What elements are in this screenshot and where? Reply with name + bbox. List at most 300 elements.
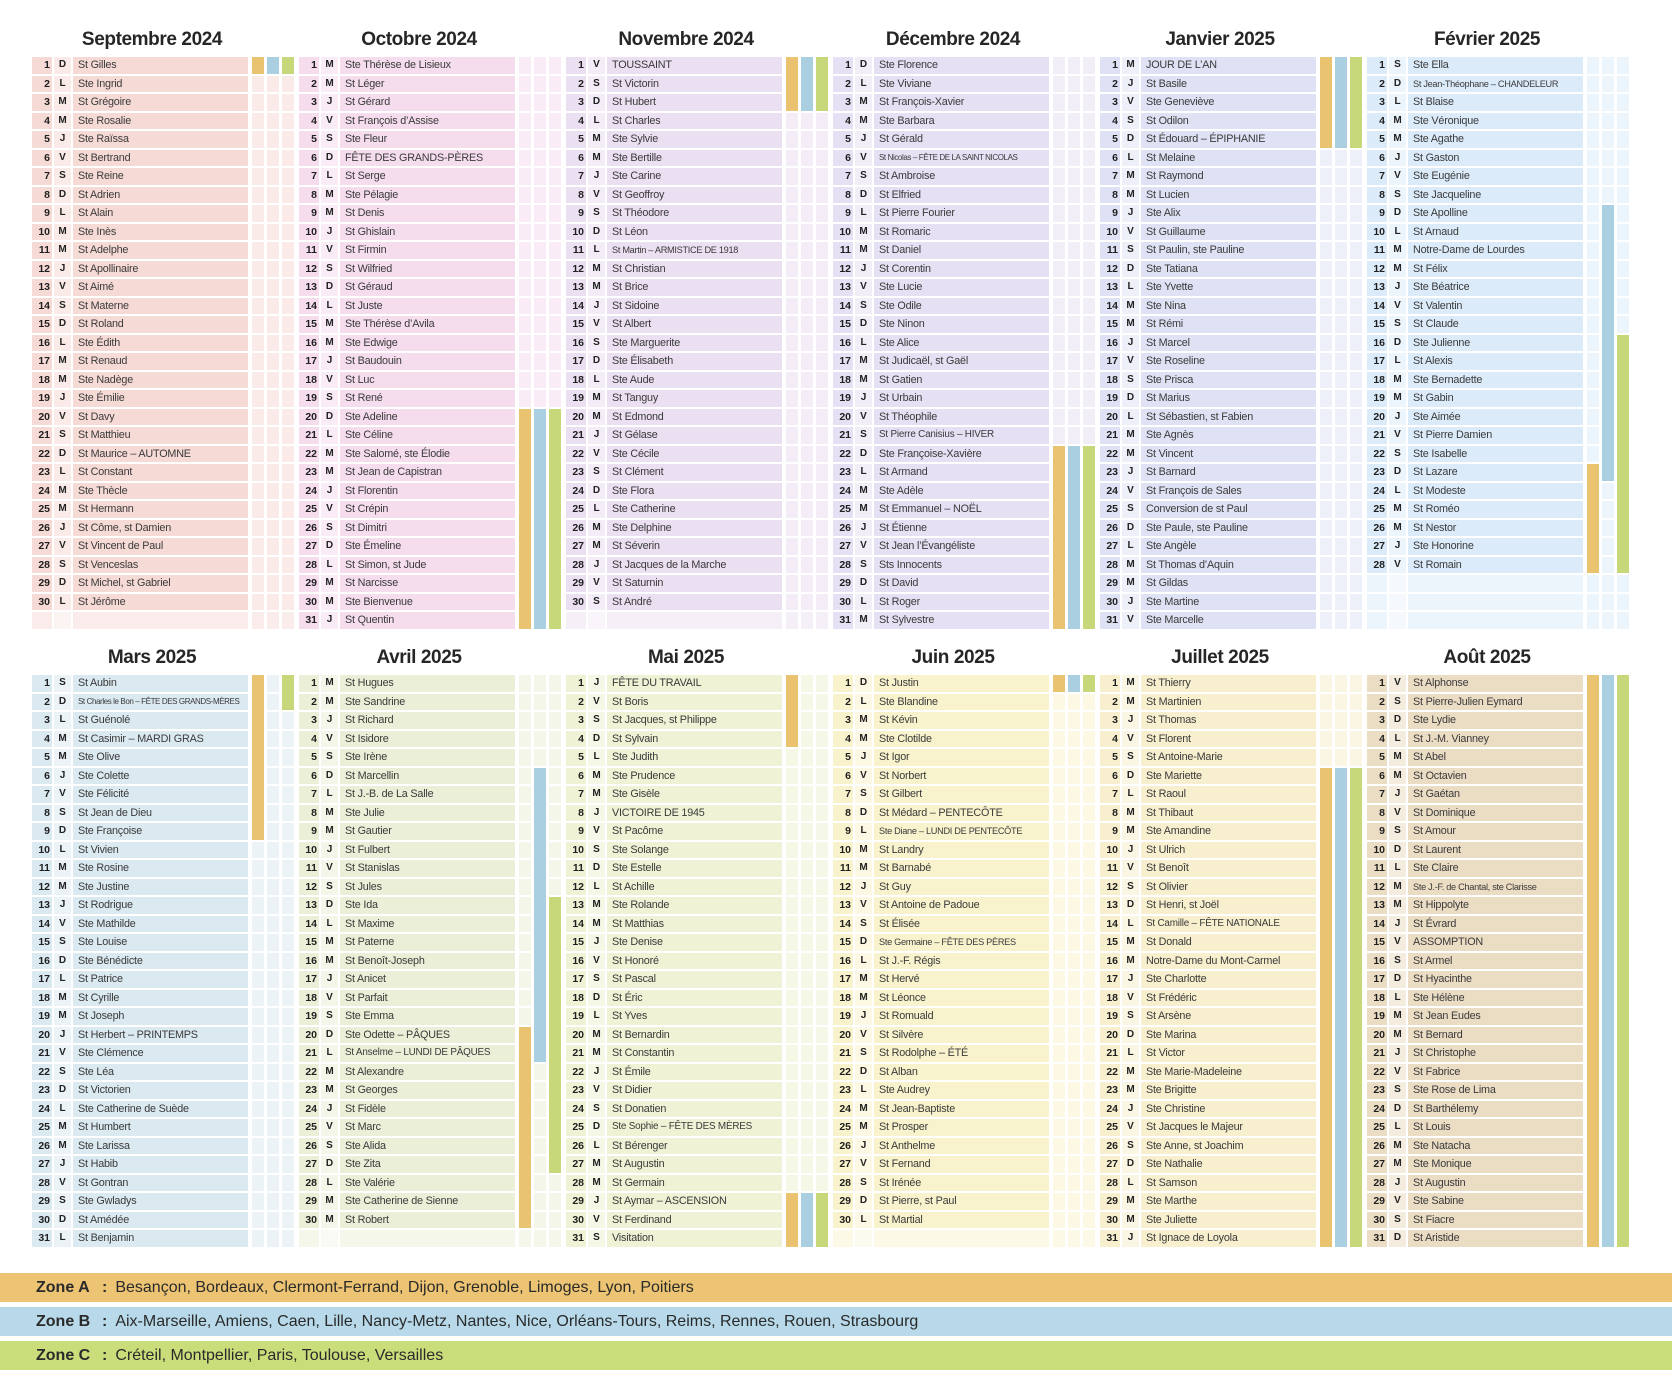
zone-b-slot (801, 353, 813, 370)
saint-name: Notre-Dame de Lourdes (1408, 242, 1583, 259)
saint-name: St Évrard (1408, 916, 1583, 933)
day-number: 29 (833, 575, 853, 592)
zone-c-slot (282, 94, 294, 111)
zone-a-slot (786, 594, 798, 611)
day-letter: D (855, 316, 872, 333)
day-number: 31 (566, 1230, 586, 1247)
day-row (32, 916, 294, 933)
day-number: 14 (566, 916, 586, 933)
day-number: 2 (833, 694, 853, 711)
day-letter (855, 1230, 872, 1247)
zone-a-slot (252, 483, 264, 500)
day-row (32, 538, 294, 555)
day-row (32, 1175, 294, 1192)
zone-b-slot (1068, 1119, 1080, 1136)
zone-c-slot (282, 749, 294, 766)
zone-a-slot (1053, 205, 1065, 222)
day-number: 17 (566, 971, 586, 988)
day-row (1100, 335, 1362, 352)
day-number: 14 (833, 916, 853, 933)
saint-name: St Roméo (1408, 501, 1583, 518)
zone-b-slot (1335, 749, 1347, 766)
saint-name: St André (607, 594, 782, 611)
day-number: 10 (32, 842, 52, 859)
day-letter: M (1122, 805, 1139, 822)
zone-b-slot (1335, 261, 1347, 278)
day-letter: M (1389, 242, 1406, 259)
day-number: 12 (299, 879, 319, 896)
zone-c-slot (816, 483, 828, 500)
day-row (1367, 150, 1629, 167)
zone-b-slot (1068, 168, 1080, 185)
zone-b-slot (1068, 261, 1080, 278)
zone-a-slot (1320, 731, 1332, 748)
zone-c-slot (282, 971, 294, 988)
day-number: 3 (299, 94, 319, 111)
saint-name: St Laurent (1408, 842, 1583, 859)
zone-b-slot (1335, 520, 1347, 537)
day-letter: M (588, 1045, 605, 1062)
saint-name: St Rémi (1141, 316, 1316, 333)
zone-a-slot (1053, 353, 1065, 370)
zone-c-slot (282, 131, 294, 148)
zone-b-slot (1602, 113, 1614, 130)
saint-name: St Pierre-Julien Eymard (1408, 694, 1583, 711)
day-number: 16 (299, 335, 319, 352)
zone-b-slot (1335, 205, 1347, 222)
day-number: 7 (1100, 168, 1120, 185)
day-number: 1 (833, 675, 853, 692)
day-number: 12 (1100, 261, 1120, 278)
zone-a-slot (786, 298, 798, 315)
zone-b-slot (801, 1156, 813, 1173)
day-letter: S (321, 749, 338, 766)
zone-a-slot (519, 675, 531, 692)
zone-c-slot (282, 316, 294, 333)
zone-c-slot (816, 501, 828, 518)
zone-a-slot (786, 934, 798, 951)
saint-name: JOUR DE L’AN (1141, 57, 1316, 74)
zone-c-slot (549, 694, 561, 711)
day-letter: M (855, 712, 872, 729)
saint-name: Ste Marcelle (1141, 612, 1316, 629)
zone-c-slot (1617, 57, 1629, 74)
saint-name: Ste Catherine de Suède (73, 1101, 248, 1118)
zone-b-slot (801, 1027, 813, 1044)
zone-c-slot (282, 842, 294, 859)
vacation-stripe-zone-c (549, 409, 561, 629)
day-number: 6 (32, 150, 52, 167)
zone-b-slot (801, 971, 813, 988)
saint-name: St Renaud (73, 353, 248, 370)
day-letter: V (1122, 990, 1139, 1007)
day-row (299, 224, 561, 241)
zone-c-slot (816, 712, 828, 729)
saint-name: St Pascal (607, 971, 782, 988)
zone-c-slot (816, 768, 828, 785)
zone-c-slot (1083, 57, 1095, 74)
saint-name: St Joseph (73, 1008, 248, 1025)
zone-a-slot (1587, 57, 1599, 74)
day-number (299, 1230, 319, 1247)
day-letter: V (588, 187, 605, 204)
zone-c-slot (282, 224, 294, 241)
saint-name: St Martin – ARMISTICE DE 1918 (607, 242, 782, 259)
day-number: 26 (299, 1138, 319, 1155)
zone-a-slot (786, 520, 798, 537)
saint-name: St Frédéric (1141, 990, 1316, 1007)
vacation-stripe-zone-b (534, 409, 546, 629)
day-letter: L (54, 335, 71, 352)
saint-name: St Georges (340, 1082, 515, 1099)
day-number: 26 (1100, 520, 1120, 537)
saint-name: St Benjamin (73, 1230, 248, 1247)
day-number: 5 (299, 131, 319, 148)
saint-name: Ste Gwladys (73, 1193, 248, 1210)
saint-name: Ste Marie-Madeleine (1141, 1064, 1316, 1081)
day-row (833, 372, 1095, 389)
saint-name: Ste Edwige (340, 335, 515, 352)
saint-name: Ste Louise (73, 934, 248, 951)
day-number: 18 (32, 372, 52, 389)
zone-c-slot (1083, 1193, 1095, 1210)
saint-name: Ste Sandrine (340, 694, 515, 711)
zone-c-slot (1083, 353, 1095, 370)
day-letter: V (855, 768, 872, 785)
zone-c-slot (282, 557, 294, 574)
zone-c-slot (816, 409, 828, 426)
month-janvier-2025 (1100, 28, 1367, 632)
zone-b-slot (1068, 298, 1080, 315)
saint-name: St Narcisse (340, 575, 515, 592)
zone-b-slot (1068, 1027, 1080, 1044)
zone-c-slot (282, 150, 294, 167)
day-number: 21 (1367, 427, 1387, 444)
saint-name: St Théophile (874, 409, 1049, 426)
zone-c-slot (816, 879, 828, 896)
zone-b-slot (1068, 768, 1080, 785)
day-letter: D (321, 150, 338, 167)
zone-a-slot (252, 390, 264, 407)
saint-name: Ste Larissa (73, 1138, 248, 1155)
zone-a-slot (252, 316, 264, 333)
zone-c-slot (1350, 353, 1362, 370)
zone-b-slot (801, 205, 813, 222)
day-number: 16 (566, 953, 586, 970)
zone-a-slot (519, 335, 531, 352)
day-letter: S (855, 298, 872, 315)
saint-name: Ste Clémence (73, 1045, 248, 1062)
day-row (833, 150, 1095, 167)
zone-c-slot (1083, 150, 1095, 167)
zone-a-slot (252, 1082, 264, 1099)
zone-c-slot (282, 113, 294, 130)
day-letter: V (1122, 860, 1139, 877)
day-letter: V (1122, 731, 1139, 748)
day-letter: M (54, 483, 71, 500)
day-letter: M (1122, 575, 1139, 592)
zone-a-slot (519, 224, 531, 241)
zone-c-slot (1350, 612, 1362, 629)
day-number: 19 (833, 390, 853, 407)
zone-c-slot (282, 538, 294, 555)
day-letter: V (321, 990, 338, 1007)
day-row (299, 76, 561, 93)
day-row (1100, 749, 1362, 766)
zone-b-slot (1068, 224, 1080, 241)
zone-a-slot (786, 538, 798, 555)
zone-b-slot (1602, 76, 1614, 93)
day-number (566, 612, 586, 629)
day-number: 12 (833, 879, 853, 896)
zone-a-slot (1053, 1101, 1065, 1118)
vacation-stripe-zone-c (1083, 446, 1095, 629)
day-number: 28 (1367, 557, 1387, 574)
saint-name: Ste Odile (874, 298, 1049, 315)
saint-name: Ste Rose de Lima (1408, 1082, 1583, 1099)
day-row (833, 731, 1095, 748)
vacation-stripe-zone-c (549, 897, 561, 1173)
zone-b-slot (1068, 1138, 1080, 1155)
day-letter: S (588, 1230, 605, 1247)
saint-name: Ste Zita (340, 1156, 515, 1173)
day-letter: S (54, 805, 71, 822)
day-number: 24 (833, 1101, 853, 1118)
day-letter (54, 612, 71, 629)
zone-a-slot (1053, 897, 1065, 914)
saint-name: Ste Estelle (607, 860, 782, 877)
day-number: 23 (566, 1082, 586, 1099)
day-number: 30 (1367, 1212, 1387, 1229)
saint-name: St Florent (1141, 731, 1316, 748)
zone-b-slot (534, 1064, 546, 1081)
zone-a-slot (1587, 427, 1599, 444)
saint-name: Ste Honorine (1408, 538, 1583, 555)
saint-name: Ste Marthe (1141, 1193, 1316, 1210)
day-letter: L (54, 1230, 71, 1247)
zone-c-slot (1617, 575, 1629, 592)
day-number: 20 (32, 409, 52, 426)
day-row (299, 897, 561, 914)
zone-a-slot (1320, 261, 1332, 278)
zone-c-slot (816, 242, 828, 259)
day-letter: V (855, 1027, 872, 1044)
zone-a-slot (1053, 113, 1065, 130)
saint-name: Ste Fleur (340, 131, 515, 148)
day-number: 24 (833, 483, 853, 500)
zone-c-slot (1083, 131, 1095, 148)
day-letter: M (321, 805, 338, 822)
saint-name: St Wilfried (340, 261, 515, 278)
zone-b-slot (267, 316, 279, 333)
day-row (833, 1027, 1095, 1044)
day-number: 27 (1100, 1156, 1120, 1173)
month-aout-2025 (1367, 646, 1634, 1250)
day-letter: V (855, 150, 872, 167)
zone-a-slot (252, 187, 264, 204)
day-number: 2 (566, 76, 586, 93)
day-number: 9 (833, 205, 853, 222)
saint-name: St Ulrich (1141, 842, 1316, 859)
day-number: 29 (833, 1193, 853, 1210)
day-number: 5 (566, 749, 586, 766)
day-number: 16 (566, 335, 586, 352)
zone-b-slot (267, 1119, 279, 1136)
day-number: 10 (1367, 224, 1387, 241)
zone-b-slot (801, 464, 813, 481)
saint-name: Ste Bénédicte (73, 953, 248, 970)
day-number: 3 (833, 712, 853, 729)
day-letter: M (1122, 953, 1139, 970)
day-number: 22 (833, 1064, 853, 1081)
vacation-stripe-zone-a (786, 675, 798, 747)
saint-name: St Martinien (1141, 694, 1316, 711)
day-row (32, 298, 294, 315)
zone-a-slot (1587, 298, 1599, 315)
day-row (1100, 427, 1362, 444)
saint-name: St Gatien (874, 372, 1049, 389)
zone-b-slot (1602, 131, 1614, 148)
day-row (1100, 150, 1362, 167)
day-letter: V (855, 409, 872, 426)
day-row (833, 261, 1095, 278)
day-row (833, 1230, 1095, 1247)
day-number: 18 (566, 372, 586, 389)
zone-c-slot (282, 990, 294, 1007)
day-row (32, 1027, 294, 1044)
zone-c-colon: : (102, 1347, 108, 1364)
zone-b-slot (801, 187, 813, 204)
day-letter: M (588, 768, 605, 785)
saint-name: St Hyacinthe (1408, 971, 1583, 988)
day-row (1100, 694, 1362, 711)
zone-b-slot (1068, 1045, 1080, 1062)
saint-name: St Blaise (1408, 94, 1583, 111)
day-number: 29 (566, 1193, 586, 1210)
day-letter: J (54, 768, 71, 785)
day-number: 7 (833, 786, 853, 803)
day-row (1367, 316, 1629, 333)
day-number: 18 (566, 990, 586, 1007)
saint-name: St Sidoine (607, 298, 782, 315)
day-letter: D (1389, 712, 1406, 729)
zone-b-slot (801, 805, 813, 822)
zone-a-slot (1320, 316, 1332, 333)
zone-b-slot (267, 731, 279, 748)
zone-a-slot (519, 76, 531, 93)
day-letter: V (54, 1045, 71, 1062)
day-letter: M (1389, 131, 1406, 148)
zone-c-slot (1083, 712, 1095, 729)
zone-c-slot (1350, 731, 1362, 748)
vacation-stripe-zone-a (1320, 57, 1332, 148)
day-row (32, 842, 294, 859)
day-number: 13 (1367, 279, 1387, 296)
saint-name: St Fidèle (340, 1101, 515, 1118)
day-letter: J (1389, 1175, 1406, 1192)
saint-name: Ste Élisabeth (607, 353, 782, 370)
zone-b-slot (801, 823, 813, 840)
day-letter: J (54, 897, 71, 914)
zone-b-slot (1068, 150, 1080, 167)
day-number: 20 (299, 409, 319, 426)
day-number: 14 (1367, 916, 1387, 933)
zone-b-slot (267, 298, 279, 315)
zone-b-slot (801, 842, 813, 859)
zone-b-slot (801, 557, 813, 574)
saint-name: Ste Nadège (73, 372, 248, 389)
saint-name: St Marcellin (340, 768, 515, 785)
day-number: 3 (1100, 94, 1120, 111)
saint-name: Ste Rosine (73, 860, 248, 877)
saint-name: Ste Mathilde (73, 916, 248, 933)
zone-b-slot (534, 731, 546, 748)
zone-c-slot (1350, 575, 1362, 592)
day-letter: S (321, 131, 338, 148)
day-row (1367, 594, 1629, 611)
day-letter: J (588, 168, 605, 185)
saint-name: Ste Emma (340, 1008, 515, 1025)
day-letter: V (321, 860, 338, 877)
day-number: 22 (32, 446, 52, 463)
saint-name: Ste Ella (1408, 57, 1583, 74)
day-number: 19 (566, 1008, 586, 1025)
day-letter: D (1122, 768, 1139, 785)
day-letter: M (54, 372, 71, 389)
saint-name: St Habib (73, 1156, 248, 1173)
saint-name: St Urbain (874, 390, 1049, 407)
day-number: 27 (566, 1156, 586, 1173)
day-letter: S (855, 786, 872, 803)
saint-name: VICTOIRE DE 1945 (607, 805, 782, 822)
day-letter: M (588, 520, 605, 537)
day-row (566, 298, 828, 315)
day-row (32, 483, 294, 500)
zone-b-slot (534, 1138, 546, 1155)
day-number: 25 (1100, 1119, 1120, 1136)
day-number: 31 (833, 612, 853, 629)
day-letter: L (855, 1082, 872, 1099)
day-letter: S (1389, 446, 1406, 463)
zone-b-slot (267, 501, 279, 518)
saint-name: St Arsène (1141, 1008, 1316, 1025)
zone-a-slot (252, 298, 264, 315)
zone-c-slot (1083, 1230, 1095, 1247)
day-row (833, 390, 1095, 407)
zone-b-slot (534, 712, 546, 729)
day-number: 15 (32, 316, 52, 333)
day-letter: J (588, 557, 605, 574)
zone-a-slot (1587, 76, 1599, 93)
day-letter: J (1389, 538, 1406, 555)
day-number: 19 (566, 390, 586, 407)
day-number: 15 (833, 316, 853, 333)
saint-name: St Fulbert (340, 842, 515, 859)
zone-c-slot (1350, 501, 1362, 518)
day-number: 22 (1100, 1064, 1120, 1081)
zone-a-slot (786, 557, 798, 574)
day-letter: J (1122, 1230, 1139, 1247)
saint-name: St Odilon (1141, 113, 1316, 130)
day-row (833, 749, 1095, 766)
zone-c-slot (1083, 1101, 1095, 1118)
zone-b-slot (267, 168, 279, 185)
zone-a-slot (1320, 335, 1332, 352)
day-letter: M (855, 990, 872, 1007)
saint-name: St Jean de Capistran (340, 464, 515, 481)
day-letter: D (588, 1119, 605, 1136)
zone-b-slot (1602, 575, 1614, 592)
